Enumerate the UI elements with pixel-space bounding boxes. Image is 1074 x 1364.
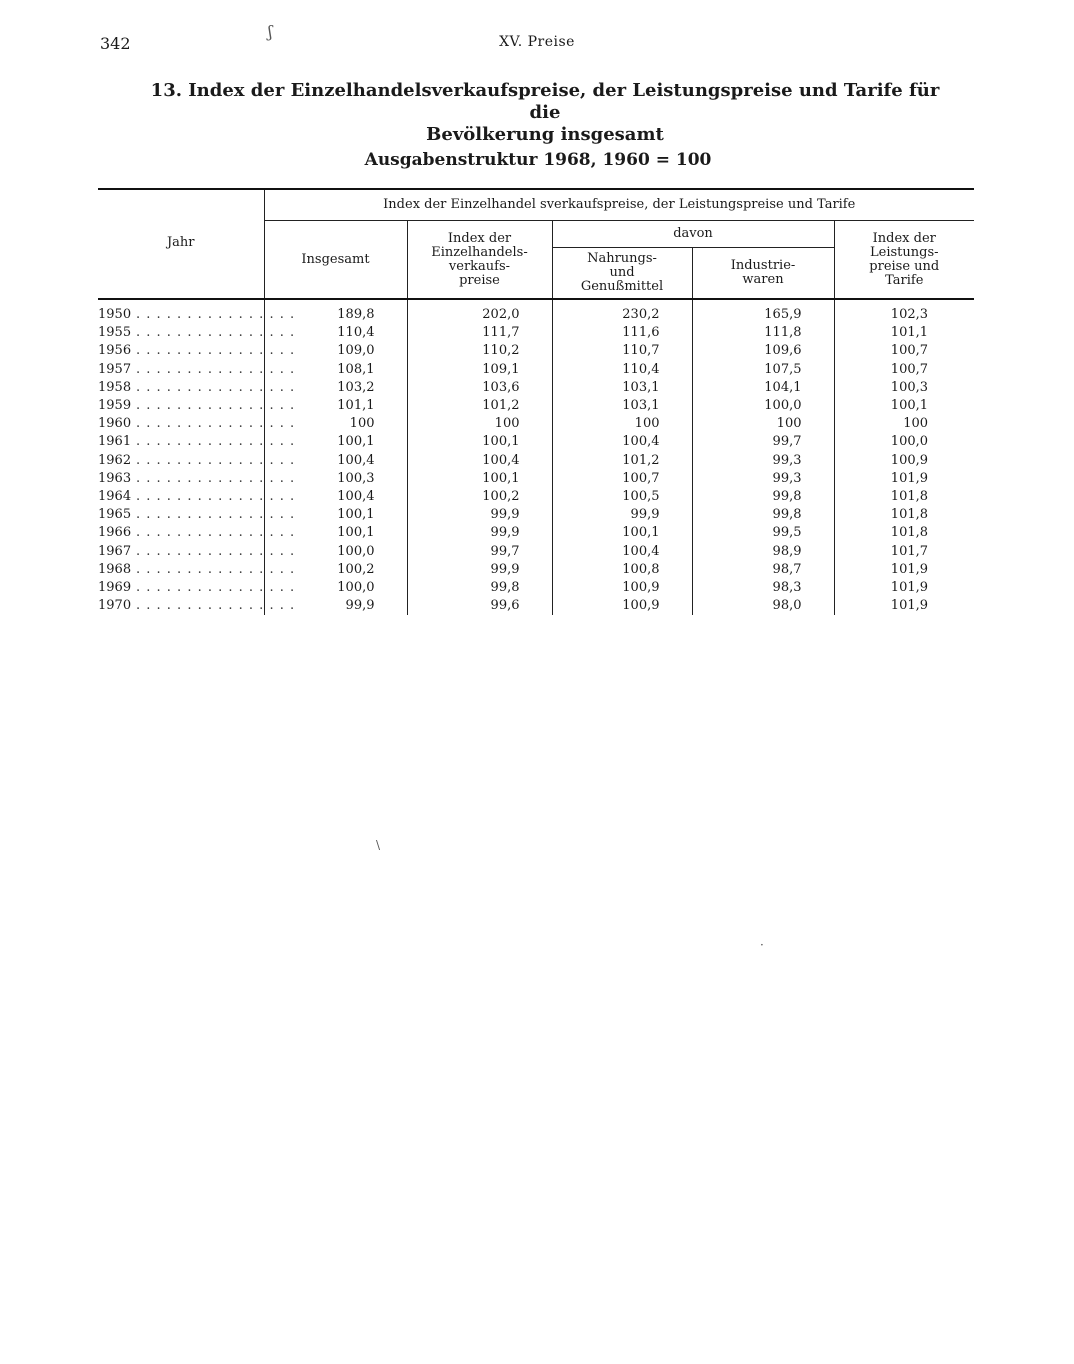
cell-industrie: 111,8 [692,324,834,342]
cell-nahrung: 100,9 [552,579,692,597]
table-title [150,80,940,146]
cell-nahrung: 103,1 [552,379,692,397]
cell-nahrung: 110,7 [552,342,692,360]
year-cell [98,361,296,379]
table-row [98,361,974,379]
cell-einzelhandel: 100,4 [407,452,552,470]
cell-industrie: 100,0 [692,397,834,415]
cell-einzelhandel: 202,0 [407,299,552,324]
price-index-table [98,188,974,615]
cell-nahrung: 100,9 [552,597,692,615]
year-label: 1964 [98,488,132,504]
leader-dots: . . . . . . . . . . . . . . . . [136,361,296,377]
year-cell [98,579,296,597]
cell-nahrung: 99,9 [552,506,692,524]
header-nahrung-line: Genußmittel [580,279,664,294]
cell-leistung: 100 [834,415,974,433]
header-leistung-line: Leistungs- [870,244,939,260]
cell-insgesamt: 100,1 [337,434,375,450]
header-nahrung-line: Nahrungs- [587,251,657,266]
leader-dots: . . . . . . . . . . . . . . . . [136,598,296,614]
cell-leistung: 101,9 [834,579,974,597]
cell-insgesamt: 101,1 [337,398,375,414]
table-row [98,324,974,342]
year-cell [98,324,296,342]
cell-industrie: 98,0 [692,597,834,615]
cell-insgesamt: 99,9 [345,598,375,614]
leader-dots: . . . . . . . . . . . . . . . . [136,379,296,395]
cell-einzelhandel: 100,2 [407,488,552,506]
header-insgesamt: Insgesamt [264,221,407,300]
cell-einzelhandel: 109,1 [407,361,552,379]
leader-dots: . . . . . . . . . . . . . . . . [136,325,296,341]
table-subtitle: Ausgabenstruktur 1968, 1960 = 100 [364,150,712,170]
table-title-line-1: 13. Index der Einzelhandelsverkaufspreise, der Leistungspreise und Tarife für die [150,80,940,123]
header-einzelhandel-line: Einzelhandels- [431,244,528,260]
cell-insgesamt: 100,4 [337,452,375,468]
cell-nahrung: 100 [552,415,692,433]
cell-insgesamt: 100,1 [337,507,375,523]
table-body [98,299,974,615]
cell-einzelhandel: 99,9 [407,506,552,524]
year-cell [98,524,296,542]
header-einzelhandel-line: Index der [447,230,512,246]
year-label: 1967 [98,543,132,559]
scan-speck: ʃ [268,22,273,41]
cell-industrie: 99,7 [692,433,834,451]
cell-nahrung: 100,8 [552,561,692,579]
table-row [98,415,974,433]
cell-insgesamt: 100,4 [337,488,375,504]
cell-nahrung: 100,5 [552,488,692,506]
cell-insgesamt: 100 [349,416,375,432]
cell-leistung: 101,1 [834,324,974,342]
cell-insgesamt: 103,2 [337,379,375,395]
table-row [98,397,974,415]
cell-einzelhandel: 110,2 [407,342,552,360]
cell-leistung: 100,0 [834,433,974,451]
header-industrie [692,248,834,300]
header-davon: davon [552,221,834,248]
leader-dots: . . . . . . . . . . . . . . . . [136,343,296,359]
header-einzelhandel-line: preise [459,272,500,288]
header-einzelhandel [407,221,552,300]
cell-insgesamt: 100,3 [337,470,375,486]
cell-industrie: 98,3 [692,579,834,597]
leader-dots: . . . . . . . . . . . . . . . . [136,416,296,432]
cell-industrie: 99,8 [692,488,834,506]
cell-einzelhandel: 99,6 [407,597,552,615]
cell-einzelhandel: 99,7 [407,542,552,560]
header-nahrung [552,248,692,300]
cell-industrie: 99,8 [692,506,834,524]
table-title-line-2: Bevölkerung insgesamt [426,124,664,145]
year-cell [98,397,296,415]
year-label: 1963 [98,470,132,486]
running-head: XV. Preise [499,34,575,50]
cell-einzelhandel: 101,2 [407,397,552,415]
cell-industrie: 107,5 [692,361,834,379]
table-row [98,379,974,397]
cell-leistung: 101,9 [834,561,974,579]
table-row [98,579,974,597]
leader-dots: . . . . . . . . . . . . . . . . [136,434,296,450]
year-cell [98,342,296,360]
table-row [98,342,974,360]
cell-leistung: 101,9 [834,470,974,488]
cell-insgesamt: 100,0 [337,543,375,559]
price-index-table-container [98,188,974,615]
year-cell [98,379,296,397]
year-cell [98,561,296,579]
cell-nahrung: 100,7 [552,470,692,488]
leader-dots: . . . . . . . . . . . . . . . . [136,543,296,559]
header-industrie-line: Industrie- [730,258,796,273]
cell-nahrung: 230,2 [552,299,692,324]
cell-leistung: 100,9 [834,452,974,470]
header-nahrung-line: und [609,265,635,280]
cell-insgesamt: 100,1 [337,525,375,541]
cell-nahrung: 100,1 [552,524,692,542]
year-cell [98,597,296,615]
header-industrie-line: waren [742,272,784,287]
table-row [98,561,974,579]
leader-dots: . . . . . . . . . . . . . . . . [136,307,296,323]
table-row [98,542,974,560]
cell-insgesamt: 189,8 [337,307,375,323]
cell-nahrung: 111,6 [552,324,692,342]
scan-speck: \ [376,838,381,852]
cell-nahrung: 103,1 [552,397,692,415]
year-label: 1955 [98,325,132,341]
header-leistung [834,221,974,300]
year-label: 1956 [98,343,132,359]
cell-insgesamt: 100,2 [337,561,375,577]
cell-einzelhandel: 111,7 [407,324,552,342]
cell-nahrung: 100,4 [552,542,692,560]
header-jahr: Jahr [98,189,264,299]
year-cell [98,542,296,560]
cell-leistung: 101,8 [834,488,974,506]
year-cell [98,299,296,324]
cell-industrie: 98,9 [692,542,834,560]
cell-leistung: 100,7 [834,342,974,360]
cell-einzelhandel: 100 [407,415,552,433]
header-leistung-line: preise und [869,258,940,274]
year-label: 1950 [98,307,132,323]
cell-leistung: 101,9 [834,597,974,615]
cell-industrie: 99,5 [692,524,834,542]
scan-speck: · [760,938,764,952]
leader-dots: . . . . . . . . . . . . . . . . [136,507,296,523]
cell-einzelhandel: 99,9 [407,561,552,579]
header-group-index: Index der Einzelhandel sverkaufspreise, der Leistungspreise und Tarife [264,189,974,221]
cell-einzelhandel: 99,9 [407,524,552,542]
year-label: 1959 [98,398,132,414]
year-cell [98,452,296,470]
page-number: 342 [100,34,131,53]
table-row [98,524,974,542]
year-cell [98,470,296,488]
table-row [98,597,974,615]
year-cell [98,488,296,506]
cell-leistung: 100,1 [834,397,974,415]
leader-dots: . . . . . . . . . . . . . . . . [136,398,296,414]
header-einzelhandel-line: verkaufs- [448,258,511,274]
cell-einzelhandel: 99,8 [407,579,552,597]
year-label: 1965 [98,507,132,523]
table-row [98,433,974,451]
cell-nahrung: 100,4 [552,433,692,451]
table-row [98,452,974,470]
year-label: 1960 [98,416,132,432]
year-label: 1969 [98,579,132,595]
year-cell [98,506,296,524]
leader-dots: . . . . . . . . . . . . . . . . [136,561,296,577]
cell-nahrung: 101,2 [552,452,692,470]
leader-dots: . . . . . . . . . . . . . . . . [136,452,296,468]
year-cell [98,415,296,433]
header-leistung-line: Tarife [885,272,924,288]
table-row [98,488,974,506]
header-leistung-line: Index der [872,230,936,246]
year-label: 1968 [98,561,132,577]
cell-leistung: 101,8 [834,524,974,542]
cell-industrie: 99,3 [692,452,834,470]
cell-insgesamt: 110,4 [337,325,375,341]
year-label: 1962 [98,452,132,468]
table-row [98,299,974,324]
cell-industrie: 165,9 [692,299,834,324]
cell-nahrung: 110,4 [552,361,692,379]
cell-industrie: 100 [692,415,834,433]
leader-dots: . . . . . . . . . . . . . . . . [136,579,296,595]
year-cell [98,433,296,451]
year-label: 1966 [98,525,132,541]
cell-insgesamt: 108,1 [337,361,375,377]
cell-leistung: 100,7 [834,361,974,379]
year-label: 1970 [98,598,132,614]
cell-leistung: 102,3 [834,299,974,324]
cell-leistung: 100,3 [834,379,974,397]
table-row [98,470,974,488]
cell-leistung: 101,7 [834,542,974,560]
cell-einzelhandel: 103,6 [407,379,552,397]
leader-dots: . . . . . . . . . . . . . . . . [136,525,296,541]
cell-industrie: 109,6 [692,342,834,360]
cell-industrie: 104,1 [692,379,834,397]
year-label: 1961 [98,434,132,450]
cell-leistung: 101,8 [834,506,974,524]
cell-insgesamt: 109,0 [337,343,375,359]
leader-dots: . . . . . . . . . . . . . . . . [136,470,296,486]
table-row [98,506,974,524]
cell-einzelhandel: 100,1 [407,470,552,488]
cell-einzelhandel: 100,1 [407,433,552,451]
year-label: 1957 [98,361,132,377]
leader-dots: . . . . . . . . . . . . . . . . [136,488,296,504]
year-label: 1958 [98,379,132,395]
cell-industrie: 99,3 [692,470,834,488]
cell-insgesamt: 100,0 [337,579,375,595]
cell-industrie: 98,7 [692,561,834,579]
